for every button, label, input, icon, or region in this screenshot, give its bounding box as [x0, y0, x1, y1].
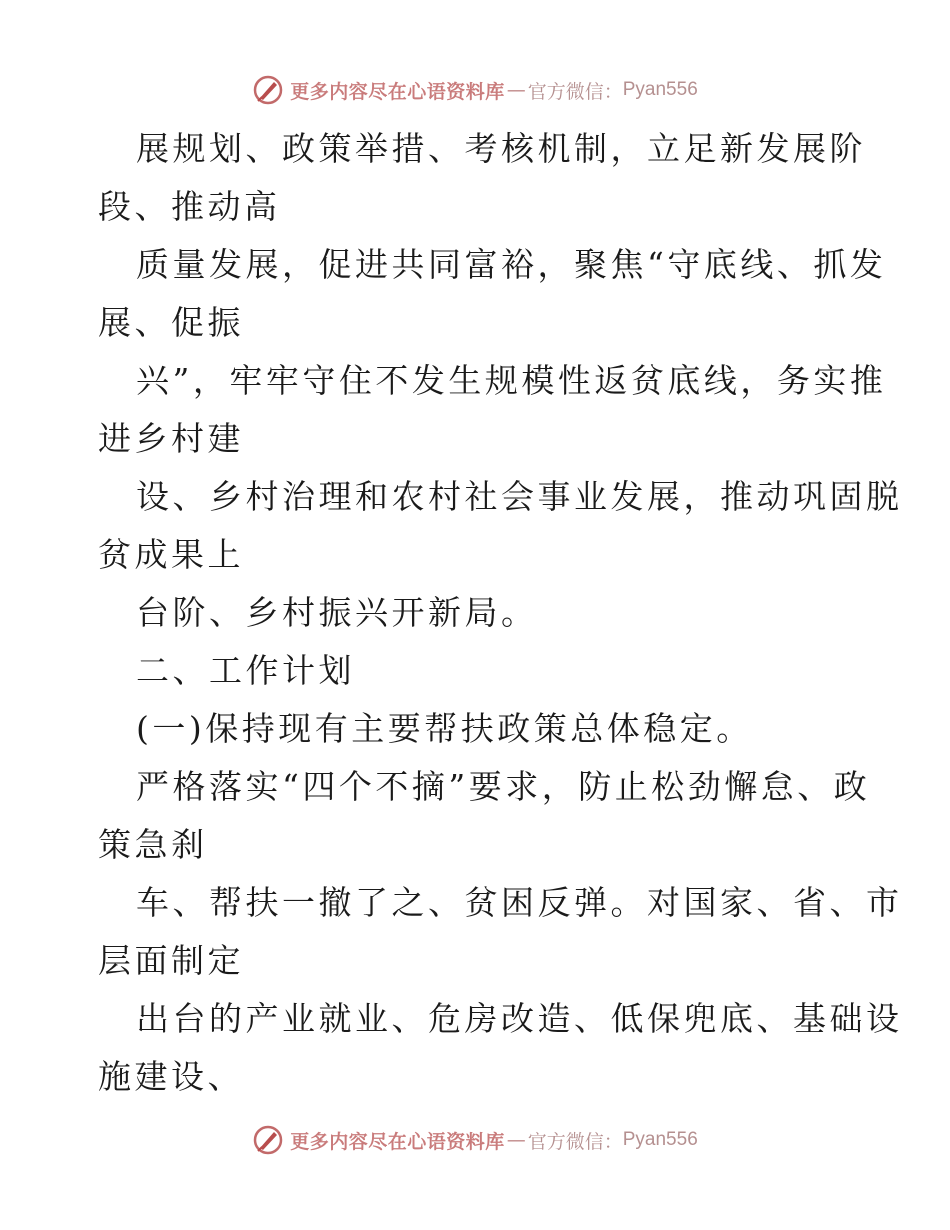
paragraph-continuation: 贫成果上	[98, 535, 244, 574]
watermark-wechat-label: 官方微信：	[527, 80, 623, 103]
paragraph	[98, 990, 903, 1106]
paragraph-first-line: 严格落实“四个不摘”要求，防止松劲懈怠、政	[136, 767, 871, 806]
paragraph-first-line: 设、乡村治理和农村社会事业发展，推动巩固脱	[136, 477, 903, 516]
paragraph	[98, 120, 866, 236]
paragraph	[98, 468, 903, 584]
quill-logo-icon	[252, 74, 284, 106]
paragraph-continuation: 施建设、	[98, 1057, 244, 1096]
subsection-heading	[98, 700, 858, 758]
watermark-main-text: 更多内容尽在心语资料库	[290, 80, 505, 103]
watermark-wechat-id: Pyan556	[622, 79, 698, 100]
paragraph-continuation: 段、推动高	[98, 187, 281, 226]
header-watermark	[0, 70, 950, 110]
paragraph-continuation: 展、促振	[98, 303, 244, 342]
watermark-wechat-label: 官方微信：	[527, 1130, 623, 1153]
paragraph	[98, 236, 887, 352]
section-heading-text: 二、工作计划	[136, 651, 355, 690]
paragraph	[98, 584, 858, 642]
watermark-wechat-id: Pyan556	[622, 1129, 698, 1150]
watermark-main-text: 更多内容尽在心语资料库	[290, 1130, 505, 1153]
footer-watermark	[0, 1120, 950, 1160]
document-body	[98, 120, 903, 1106]
paragraph	[98, 758, 871, 874]
paragraph-continuation: 层面制定	[98, 941, 244, 980]
section-heading	[98, 642, 858, 700]
paragraph	[98, 352, 887, 468]
quill-logo-icon	[252, 1124, 284, 1156]
watermark-separator: —	[506, 1129, 526, 1151]
paragraph-first-line: 台阶、乡村振兴开新局。	[136, 593, 538, 632]
paragraph-continuation: 进乡村建	[98, 419, 244, 458]
paragraph-first-line: 展规划、政策举措、考核机制，立足新发展阶	[136, 129, 866, 168]
paragraph-continuation: 策急刹	[98, 825, 208, 864]
subsection-heading-text: (一)保持现有主要帮扶政策总体稳定。	[136, 709, 753, 748]
paragraph-first-line: 车、帮扶一撤了之、贫困反弹。对国家、省、市	[136, 883, 903, 922]
paragraph-first-line: 兴”，牢牢守住不发生规模性返贫底线，务实推	[136, 361, 887, 400]
paragraph	[98, 874, 903, 990]
paragraph-first-line: 出台的产业就业、危房改造、低保兜底、基础设	[136, 999, 903, 1038]
paragraph-first-line: 质量发展，促进共同富裕，聚焦“守底线、抓发	[136, 245, 887, 284]
watermark-separator: —	[506, 79, 526, 101]
